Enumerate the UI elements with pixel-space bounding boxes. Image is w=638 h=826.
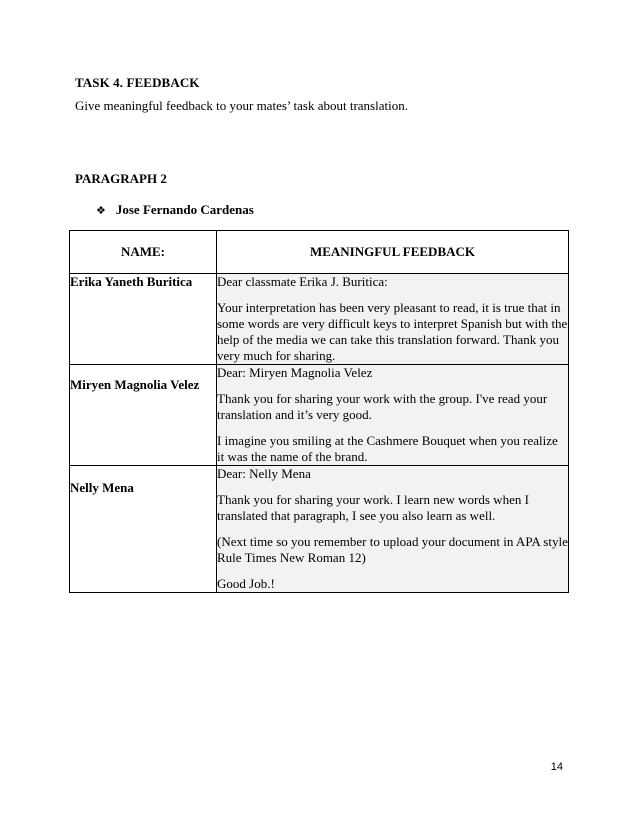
student-name: Erika Yaneth Buritica	[70, 274, 217, 365]
feedback-paragraph: Thank you for sharing your work with the group. I've read your translation and it’s very good.	[217, 391, 548, 422]
feedback-paragraph: (Next time so you remember to upload your document in APA style Rule Times New Roman 12)	[217, 534, 568, 565]
feedback-paragraph: I imagine you smiling at the Cashmere Bouquet when you realize it was the name of the brand.	[217, 433, 558, 464]
student-name: Nelly Mena	[70, 466, 217, 593]
task-title: TASK 4. FEEDBACK	[75, 75, 200, 90]
feedback-greeting: Dear: Nelly Mena	[217, 466, 311, 481]
feedback-paragraph: Your interpretation has been very pleasant to read, it is true that in some words are very difficult keys to interpret Spanish but with the help of the media we can take this translation forward. Thank you very much for sharing.	[217, 300, 568, 363]
feedback-closing: Good Job.!	[217, 576, 275, 591]
author-bullet-item	[96, 202, 254, 218]
diamond-bullet-icon: ❖	[96, 203, 106, 217]
name-column-header: NAME:	[70, 231, 217, 274]
task-instruction: Give meaningful feedback to your mates’ task about translation.	[75, 98, 408, 113]
student-name: Miryen Magnolia Velez	[70, 365, 217, 466]
feedback-cell	[217, 466, 569, 593]
table-row	[70, 274, 569, 365]
feedback-cell	[217, 274, 569, 365]
feedback-greeting: Dear: Miryen Magnolia Velez	[217, 365, 373, 380]
feedback-greeting: Dear classmate Erika J. Buritica:	[217, 274, 388, 289]
feedback-cell	[217, 365, 569, 466]
table-header-row	[70, 231, 569, 274]
feedback-paragraph: Thank you for sharing your work. I learn new words when I translated that paragraph, I see you also learn as well.	[217, 492, 529, 523]
page-number: 14	[550, 761, 563, 773]
table-row	[70, 466, 569, 593]
table-row	[70, 365, 569, 466]
paragraph-title: PARAGRAPH 2	[75, 171, 167, 186]
feedback-column-header: MEANINGFUL FEEDBACK	[217, 231, 569, 274]
feedback-table	[69, 230, 569, 593]
author-name: Jose Fernando Cardenas	[115, 202, 254, 217]
